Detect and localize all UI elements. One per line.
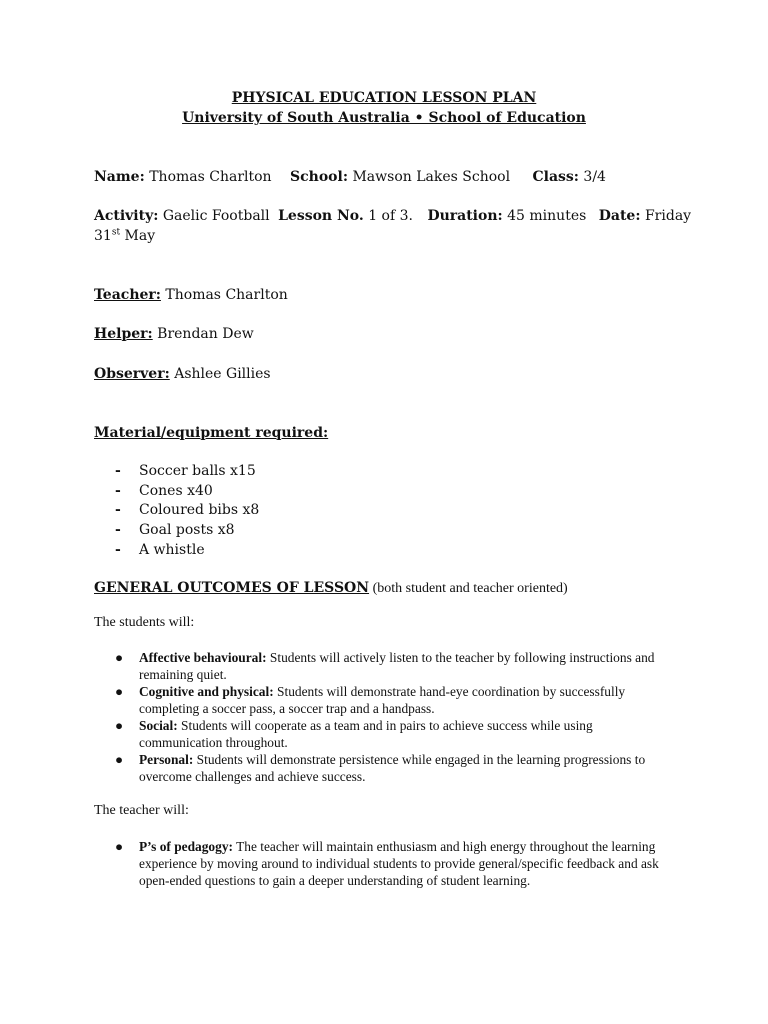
outcome-label: Cognitive and physical: bbox=[139, 684, 274, 699]
equipment-item: Cones x40 bbox=[139, 482, 213, 499]
bullet-icon: ● bbox=[115, 650, 124, 665]
dash-marker: - bbox=[115, 541, 121, 558]
activity-value: Gaelic Football bbox=[162, 208, 270, 224]
outcome-text: The teacher will maintain enthusiasm and high energy throughout the learning experience by moving around to individual students to provide general/specific feedback and ask open-ended questions to gain a deeper understanding of student learning. bbox=[139, 839, 659, 888]
equipment-item: Goal posts x8 bbox=[139, 522, 235, 539]
date-month: May bbox=[124, 228, 156, 244]
activity-row bbox=[94, 208, 691, 224]
outcome-label: Affective behavioural: bbox=[139, 650, 267, 665]
outcome-label: P’s of pedagogy: bbox=[139, 839, 233, 854]
date-day: 31 bbox=[94, 228, 112, 244]
outcome-text: Students will demonstrate persistence while engaged in the learning progressions to overcome challenges and achieve success. bbox=[139, 752, 646, 784]
list-item bbox=[113, 717, 673, 751]
duration-label: Duration: bbox=[427, 208, 503, 224]
outcome-text: Students will actively listen to the teacher by following instructions and remaining quiet. bbox=[139, 650, 655, 682]
student-outcomes-list bbox=[113, 649, 673, 785]
lesson-label: Lesson No. bbox=[278, 208, 364, 224]
bullet-icon: ● bbox=[115, 839, 124, 854]
list-item bbox=[113, 683, 673, 717]
helper-value: Brendan Dew bbox=[157, 326, 254, 342]
list-item bbox=[113, 649, 673, 683]
teacher-intro: The teacher will: bbox=[94, 803, 189, 818]
teacher-label: Teacher: bbox=[94, 287, 161, 303]
duration-value: 45 minutes bbox=[507, 208, 587, 224]
helper-row bbox=[94, 326, 254, 342]
dash-marker: - bbox=[115, 482, 121, 499]
outcome-label: Personal: bbox=[139, 752, 194, 767]
outcomes-heading-row bbox=[94, 580, 568, 597]
activity-label: Activity: bbox=[94, 208, 159, 224]
equipment-item: Soccer balls x15 bbox=[139, 463, 256, 479]
observer-row bbox=[94, 366, 271, 382]
name-label: Name: bbox=[94, 169, 145, 185]
date-label: Date: bbox=[598, 208, 641, 224]
bullet-icon: ● bbox=[115, 718, 124, 733]
dash-marker: - bbox=[115, 463, 121, 479]
school-label: School: bbox=[290, 169, 349, 185]
lesson-value: 1 of 3. bbox=[368, 208, 413, 224]
observer-value: Ashlee Gillies bbox=[174, 366, 271, 382]
class-value: 3/4 bbox=[583, 169, 606, 185]
date-value: Friday bbox=[644, 208, 692, 224]
dash-marker: - bbox=[115, 522, 121, 539]
document-subtitle: University of South Australia • School of Education bbox=[182, 110, 586, 126]
outcome-text: Students will demonstrate hand-eye coordination by successfully completing a soccer pass, a soccer trap and a handpass. bbox=[139, 684, 626, 716]
class-label: Class: bbox=[532, 169, 579, 185]
name-value: Thomas Charlton bbox=[149, 169, 272, 185]
date-suffix: st bbox=[111, 227, 121, 238]
students-intro: The students will: bbox=[94, 615, 195, 630]
outcomes-heading: GENERAL OUTCOMES OF LESSON bbox=[94, 580, 370, 596]
equipment-item: A whistle bbox=[139, 541, 205, 558]
outcomes-heading-note: (both student and teacher oriented) bbox=[372, 581, 568, 596]
bullet-icon: ● bbox=[115, 684, 124, 699]
list-item bbox=[113, 751, 673, 785]
school-value: Mawson Lakes School bbox=[352, 169, 511, 185]
date-continuation bbox=[94, 228, 155, 244]
document-title: PHYSICAL EDUCATION LESSON PLAN bbox=[231, 90, 537, 106]
equipment-item: Coloured bibs x8 bbox=[139, 502, 260, 519]
equipment-heading: Material/equipment required: bbox=[94, 425, 329, 441]
list-item bbox=[113, 838, 673, 889]
dash-marker: - bbox=[115, 502, 121, 519]
outcome-label: Social: bbox=[139, 718, 178, 733]
teacher-value: Thomas Charlton bbox=[165, 287, 288, 303]
bullet-icon: ● bbox=[115, 752, 124, 767]
outcome-text: Students will cooperate as a team and in pairs to achieve success while using communication throughout. bbox=[139, 718, 593, 750]
teacher-row bbox=[94, 287, 288, 303]
helper-label: Helper: bbox=[94, 326, 153, 342]
observer-label: Observer: bbox=[94, 366, 170, 382]
name-school-class-row bbox=[94, 169, 606, 185]
teacher-outcomes-list bbox=[113, 838, 673, 889]
